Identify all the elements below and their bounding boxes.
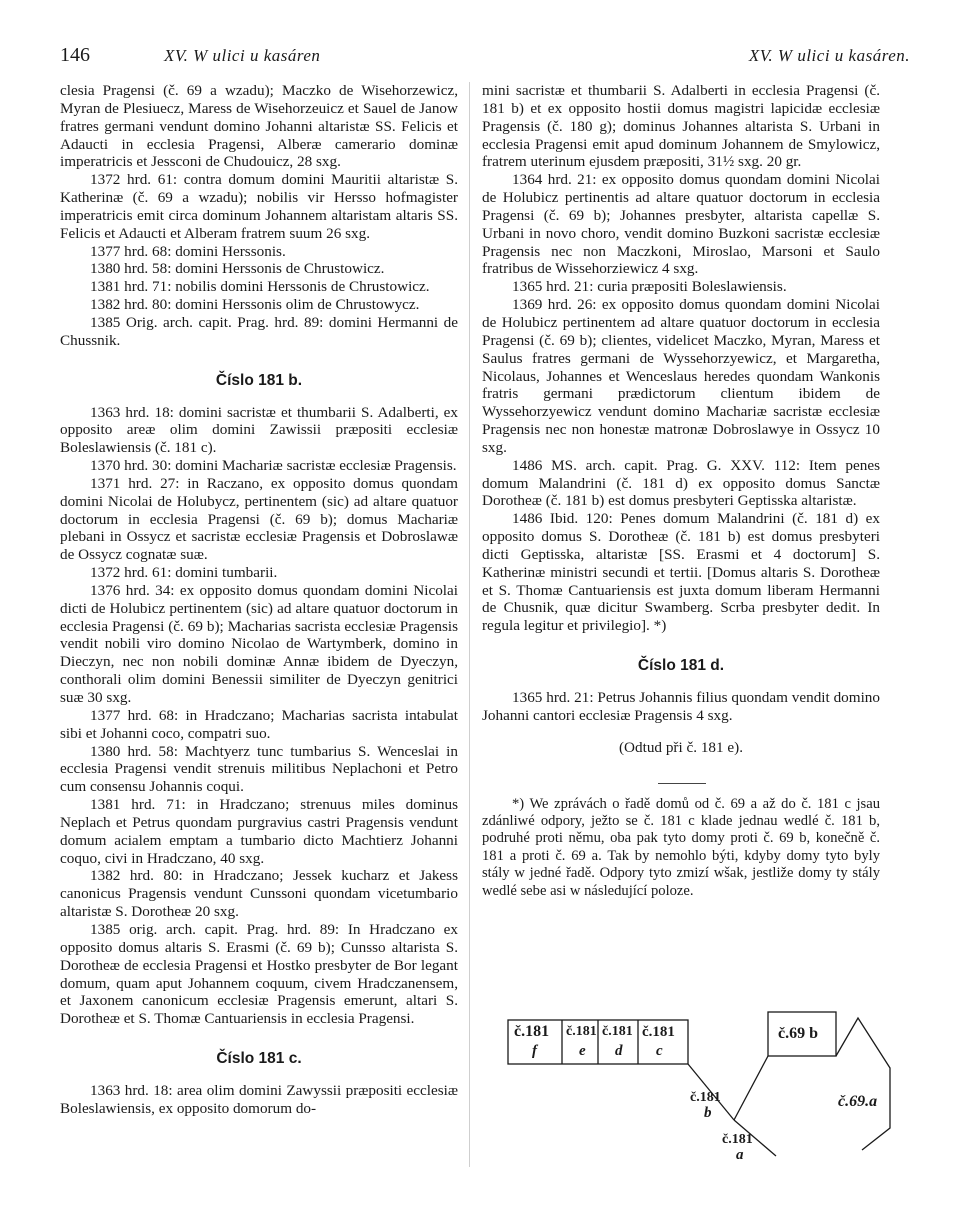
diagram-label-181f: č.181 (514, 1023, 550, 1040)
paragraph: mini sacristæ et thumbarii S. Adalberti in ecclesia Pragensi (č. 181 b) et ex opposito hostii domus magistri lapicidæ ecclesiæ Pragensis (č. 180 g); dominus Johannes altarista S. Urbani in ecclesia Pragensi emit apud dominum Johannem de Smylowicz, fratrem uterinum ejusdem præpositi, 31½ sxg. 20 gr. (482, 82, 880, 171)
paragraph: 1377 hrd. 68: in Hradczano; Macharias sacrista intabulat sibi et Johanni coco, compatri suo. (60, 706, 458, 742)
right-column (482, 82, 880, 900)
paragraph: 1377 hrd. 68: domini Herssonis. (90, 242, 286, 260)
paragraph: 1371 hrd. 27: in Raczano, ex opposito domus quondam domini Nicolai de Holubycz, pertinentem (sic) ad altare quatuor doctorum in ecclesia Pragensi (č. 69 b); domus Machariæ plebani in Ossycz et sacristæ ecclesiæ Pragensis et Dobroslawæ de Ossycz cognatæ suæ. (60, 474, 458, 564)
running-title-left: XV. W ulici u kasáren (164, 46, 321, 65)
diagram-label-181c: č.181 (642, 1024, 675, 1040)
paragraph: 1363 hrd. 18: domini sacristæ et thumbarii S. Adalberti, ex opposito areæ olim domini Zawissii præpositi ecclesiæ Boleslawiensis (č. 181 c). (60, 403, 458, 457)
diagram-letter-b: b (704, 1105, 712, 1121)
running-title-right: XV. W ulici u kasáren. (748, 46, 910, 65)
paragraph: 1385 orig. arch. capit. Prag. hrd. 89: In Hradczano ex opposito domus altaris S. Erasmi (č. 69 b); Cunsso altarista S. Dorotheæ de ecclesia Pragensi et Hostko presbyter de Bor legant domum, quam aput Johannem coquum, civem Hradczanensem, et Jaxonem canonicum ecclesiæ Pragensis emerunt, altari S. Dorotheæ et S. Thomæ Cantuariensis in ecclesia Pragensi. (60, 920, 458, 1028)
diagram-label-181e: č.181 (566, 1024, 597, 1039)
paragraph: 1381 hrd. 71: in Hradczano; strenuus miles dominus Neplach et Petrus quondam purgravius castri Pragensis vendunt domum acialem emptam a tumbario dicto Machtierz Johanni coquo, civi in Hradczano, 40 sxg. (60, 796, 458, 867)
diagram-letter-c: c (656, 1043, 663, 1059)
continuation-note: (Odtud při č. 181 e). (619, 738, 743, 756)
paragraph: 1365 hrd. 21: Petrus Johannis filius quondam vendit domino Johanni cantori ecclesiæ Pragensis 4 sxg. (482, 689, 880, 724)
paragraph: 1381 hrd. 71: nobilis domini Herssonis de Chrustowicz. (90, 278, 430, 296)
section-heading: Číslo 181 d. (637, 657, 725, 675)
paragraph: clesia Pragensi (č. 69 a wzadu); Maczko de Wisehorzewicz, Myran de Plesiuecz, Maress de Wisehorzeuicz et Sauel de Janow fratres germani vendunt domino Johanni altaristæ SS. Felicis et Adaucti in ecclesia Pragensi, Alberæ camerario dominæ imperatricis et Jessconi de Chudouicz, 28 sxg. (60, 82, 458, 171)
paragraph: 1380 hrd. 58: domini Herssonis de Chrustowicz. (90, 260, 385, 278)
paragraph: 1486 MS. arch. capit. Prag. G. XXV. 112: Item penes domum Malandrini (č. 181 d) ex opposito domus Sanctæ Dorotheæ (č. 181 b) est domus presbyteri Geptisska altaristæ. (482, 456, 880, 510)
paragraph: 1370 hrd. 30: domini Machariæ sacristæ ecclesiæ Pragensis. (90, 457, 457, 475)
diagram-label-69a: č.69.a (838, 1093, 878, 1110)
paragraph: 1363 hrd. 18: area olim domini Zawyssii præpositi ecclesiæ Boleslawiensis, ex opposito domorum do- (60, 1081, 458, 1117)
paragraph: 1369 hrd. 26: ex opposito domus quondam domini Nicolai de Holubicz pertinentem ad altare quatuor doctorum in ecclesia Pragensi (č. 69 b); clientes, videlicet Maczko, Myran, Maress et Saulus fratres germani de Wyssehorzyewicz, et Margaretha, Nicolaus, Johannes et Wenceslaus heredes quondam Wankonis fratris germani prædictorum clientum ibidem de Wyssehorzyewicz vendunt domino Machariæ sacristæ ecclesiæ Pragensis nec non honestæ matronæ Dobroslawye in Ossycz 10 sxg. (482, 296, 880, 456)
paragraph: 1365 hrd. 21: curia præpositi Boleslawiensis. (512, 278, 787, 296)
paragraph: 1382 hrd. 80: domini Herssonis olim de Chrustowycz. (90, 296, 420, 314)
paragraph: 1385 Orig. arch. capit. Prag. hrd. 89: domini Hermanni de Chussnik. (60, 313, 458, 349)
paragraph: 1372 hrd. 61: domini tumbarii. (90, 564, 278, 582)
column-divider (469, 82, 470, 1167)
diagram-label-69b: č.69 b (778, 1025, 818, 1042)
section-heading: Číslo 181 c. (216, 1050, 302, 1068)
footnote-separator (658, 783, 706, 784)
diagram-label-181d: č.181 (602, 1024, 633, 1039)
section-heading: Číslo 181 b. (215, 371, 303, 389)
diagram-letter-d: d (615, 1043, 623, 1059)
diagram-label-181b: č.181 (690, 1090, 721, 1105)
paragraph: 1372 hrd. 61: contra domum domini Mauritii altaristæ S. Katherinæ (č. 69 a wzadu); nobilis vir Hersso hofmagister imperatricis emit circa dominum Johannem altaristam altaris SS. Felicis et Adaucti et Alberam fratrem suum 26 sxg. (60, 171, 458, 242)
house-position-diagram (482, 1008, 902, 1188)
diagram-letter-a: a (736, 1147, 744, 1163)
left-column (60, 82, 458, 1118)
page-number: 146 (60, 44, 90, 66)
paragraph: 1486 Ibid. 120: Penes domum Malandrini (č. 181 d) ex opposito domus S. Dorotheæ (č. 181 b) est domus presbyteri dicti Geptisska, altaristæ [SS. Erasmi et 4 doctorum] S. Katherinæ ministri secundi et tertii. [Domus altaris S. Dorotheæ et S. Thomæ Cantuariensis est juxta domum liberam Hermanni de Chusnik, quæ dicitur Swamberg. Scrba presbyter dedit. In regula legitur et privilegio]. *) (482, 510, 880, 635)
running-head (60, 38, 910, 68)
diagram-letter-f: f (532, 1043, 537, 1059)
footnote: *) We zprávách o řadě domů od č. 69 a až do č. 181 c jsau zdánliwé odpory, ježto se č. 181 c klade jednau wedlé č. 181 b, podruhé proti němu, oba pak tyto domy proti č. 69 b, konečně č. 181 a proti č. 69 a. Tak by nemohlo býti, kdyby domy tyto byly stály w jedné řadě. Odpory tyto zmizí wšak, jestliže domy ty stály wedlé sebe asi w následující poloze. (482, 795, 880, 899)
diagram-label-181a: č.181 (722, 1132, 753, 1147)
paragraph: 1382 hrd. 80: in Hradczano; Jessek kucharz et Jakess canonicus Pragensis vendunt Cunssoni quondam vicetumbario altaristæ S. Dorotheæ 20 sxg. (60, 867, 458, 921)
paragraph: 1376 hrd. 34: ex opposito domus quondam domini Nicolai dicti de Holubicz pertinentem (sic) ad altare quatuor doctorum in ecclesia Pragensi (č. 69 b); Macharias sacrista ecclesiæ Pragensis vendit nobili viro domino Nicolao de Wartymberk, domino in Dieczyn, nec non nobili dominæ Annæ ibidem de Dyeczyn, conthorali olim domini Benessii similiter de Dyeczyn genitrici suæ 30 sxg. (60, 581, 458, 706)
paragraph: 1364 hrd. 21: ex opposito domus quondam domini Nicolai de Holubicz pertinentis ad altare quatuor doctorum in ecclesia Pragensi (č. 69 b); Johannes presbyter, altarista capellæ S. Urbani in novo choro, vendit domino Buzkoni sacristæ ecclesiæ Pragensis nec non Maczkoni, Miroslao, Marsoni et Saulo fratribus de Wissehorziewicz 4 sxg. (482, 171, 880, 278)
paragraph: 1380 hrd. 58: Machtyerz tunc tumbarius S. Wenceslai in ecclesia Pragensi vendit strenuis militibus Neplachoni et Petro cum consensu Johannis coqui. (60, 742, 458, 796)
diagram-letter-e: e (579, 1043, 586, 1059)
